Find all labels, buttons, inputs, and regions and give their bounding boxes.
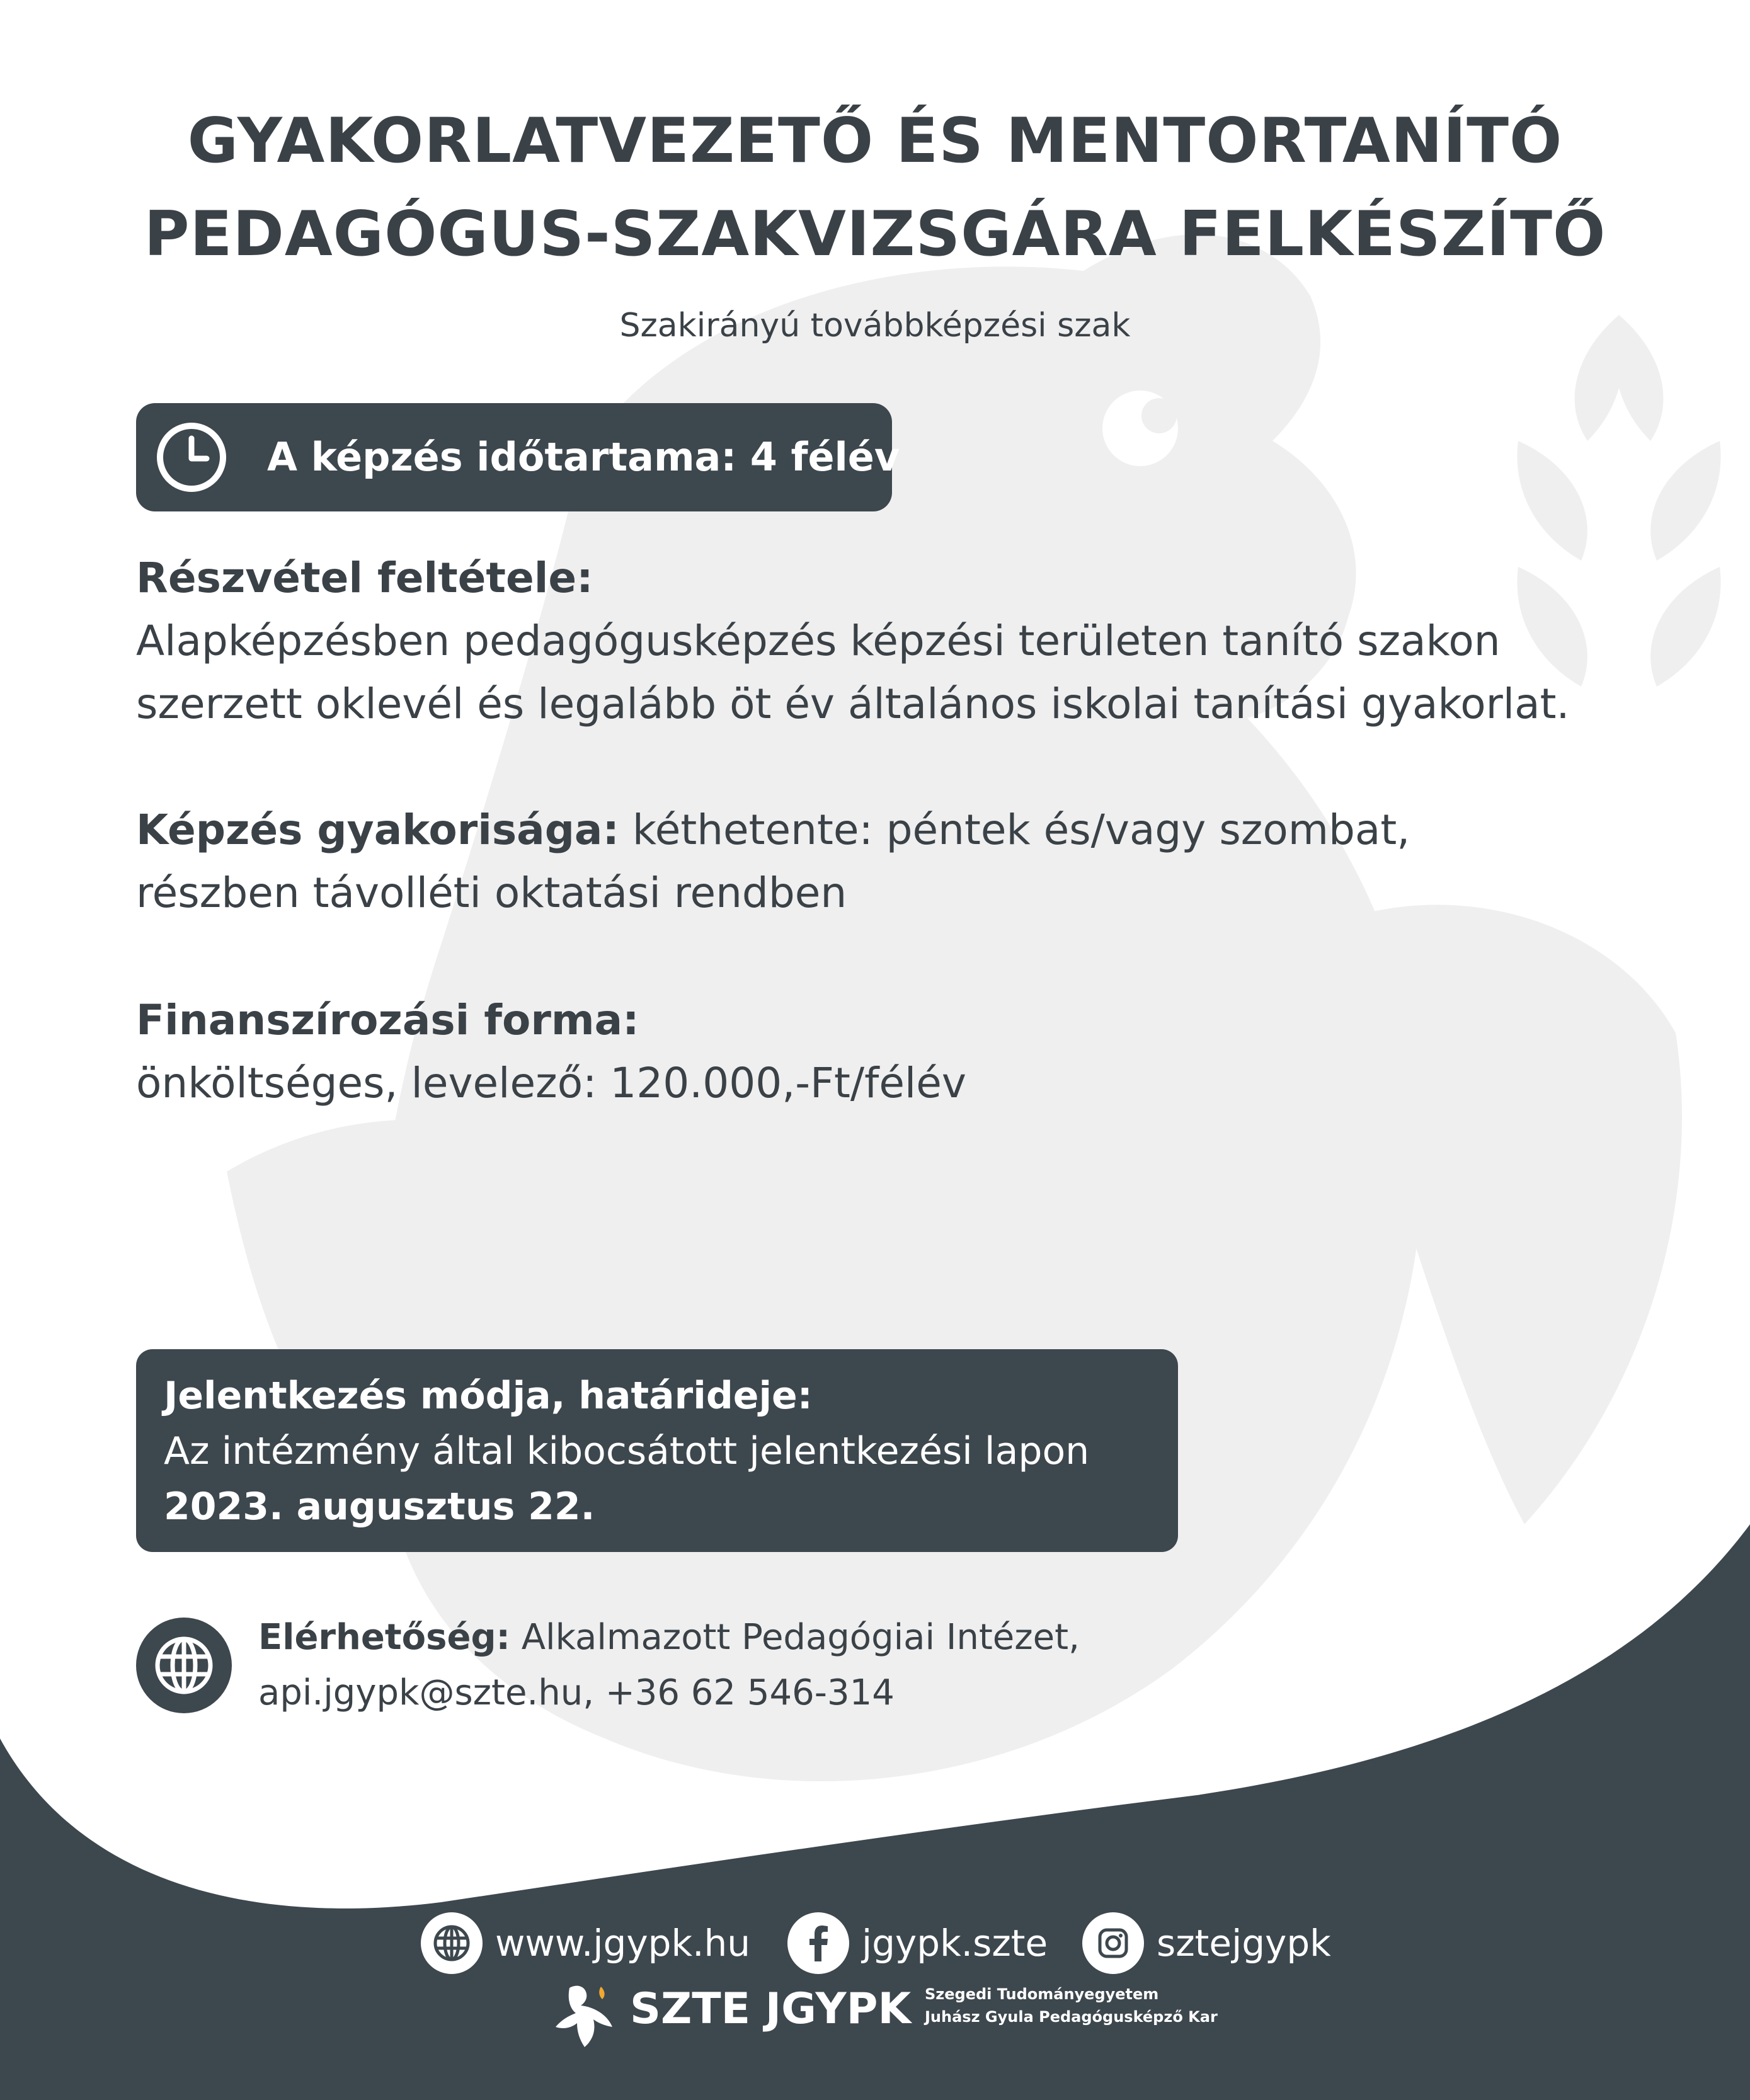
instagram-text: sztejgypk [1157, 1922, 1331, 1965]
frequency-heading: Képzés gyakorisága: [136, 806, 619, 854]
facebook-icon [787, 1912, 849, 1974]
instagram-icon [1082, 1912, 1144, 1974]
logo-name: SZTE JGYPK [630, 1984, 912, 2034]
financing-text: önköltséges, levelező: 120.000,-Ft/félév [136, 1059, 966, 1107]
application-deadline: 2023. augusztus 22. [164, 1485, 595, 1529]
financing-heading: Finanszírozási forma: [136, 996, 639, 1044]
conditions-line-1: Alapképzésben pedagógusképzés képzési területen tanító szakon [136, 617, 1501, 665]
globe-icon [136, 1618, 232, 1713]
website-text: www.jgypk.hu [495, 1922, 751, 1965]
title-line-1: GYAKORLATVEZETŐ ÉS MENTORTANÍTÓ [187, 105, 1563, 177]
clock-icon [154, 419, 229, 495]
duration-badge [136, 403, 900, 511]
application-heading: Jelentkezés módja, határideje: [164, 1374, 813, 1418]
conditions-heading: Részvétel feltétele: [136, 554, 593, 602]
contact-details: api.jgypk@szte.hu, +36 62 546-314 [258, 1672, 895, 1713]
facebook-text: jgypk.szte [862, 1922, 1048, 1965]
frequency-text-2: részben távolléti oktatási rendben [136, 869, 847, 917]
conditions-section [136, 547, 1648, 736]
frequency-text: kéthetente: péntek és/vagy szombat, [619, 806, 1410, 854]
page-title [0, 94, 1750, 281]
web-globe-icon [421, 1912, 483, 1974]
conditions-line-2: szerzett oklevél és legalább öt év általános iskolai tanítási gyakorlat. [136, 680, 1570, 728]
application-box [136, 1349, 1178, 1552]
szte-bird-logo [548, 1982, 624, 2051]
subtitle: Szakirányú továbbképzési szak [619, 307, 1131, 345]
contact-info [258, 1610, 1080, 1721]
contact-institute: Alkalmazott Pedagógiai Intézet, [510, 1617, 1080, 1658]
duration-text: A képzés időtartama: 4 félév [267, 434, 900, 480]
application-text: Az intézmény által kibocsátott jelentkezési lapon [164, 1429, 1090, 1473]
logo-subtitle [925, 1983, 1218, 2028]
logo-subtitle-line-1: Szegedi Tudományegyetem [925, 1985, 1159, 2003]
logo-subtitle-line-2: Juhász Gyula Pedagógusképző Kar [925, 2008, 1218, 2026]
title-line-2: PEDAGÓGUS-SZAKVIZSGÁRA FELKÉSZÍTŐ [144, 198, 1606, 270]
contact-label: Elérhetőség: [258, 1617, 510, 1658]
financing-section [136, 989, 1648, 1115]
frequency-section [136, 799, 1648, 925]
